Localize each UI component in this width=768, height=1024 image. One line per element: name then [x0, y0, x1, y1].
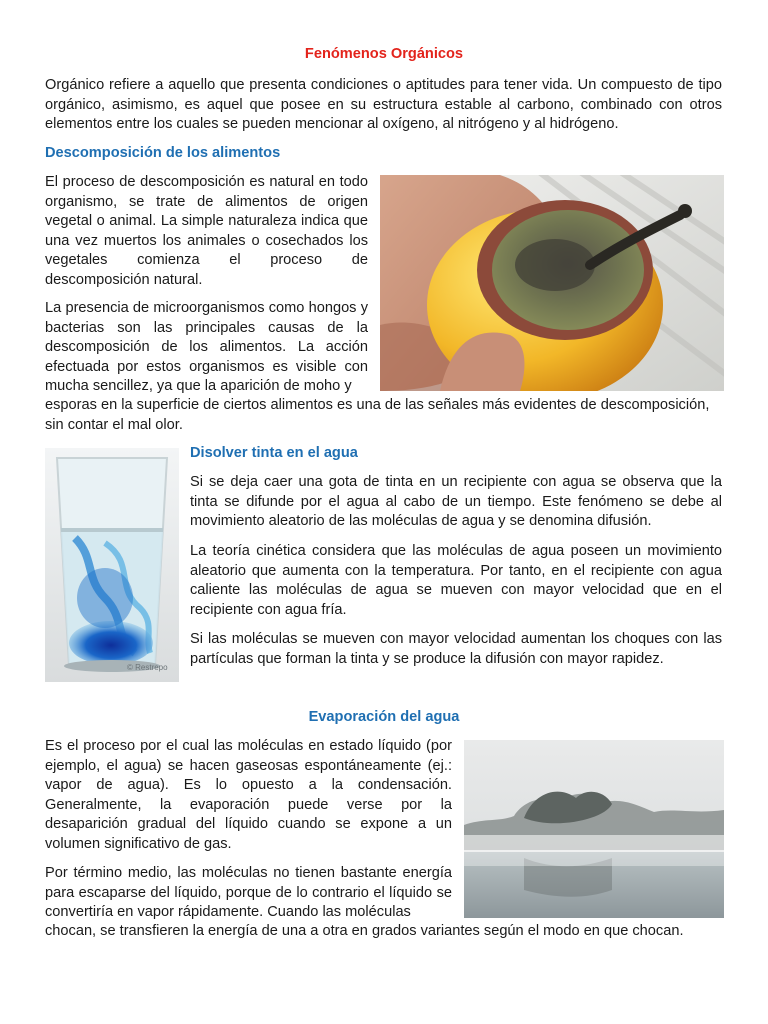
- intro-paragraph: Orgánico refiere a aquello que presenta condiciones o aptitudes para tener vida. Un compuesto de tipo orgánico, asimismo, es aquel que posee en su estructura estable al carbono, combinado con otros elementos entre los cuales se pueden mencionar al oxígeno, al nitrógeno y al hidrógeno.: [45, 77, 722, 132]
- evaporation-heading: Evaporación del agua: [308, 709, 460, 725]
- rotten-fruit-image: [380, 175, 724, 391]
- page-title: Fenómenos Orgánicos: [304, 46, 464, 62]
- ink-paragraph-1: Si se deja caer una gota de tinta en un recipiente con agua se observa que la tinta se difunde por el agua al cabo de un tiempo. Este fenómeno se debe al movimiento aleatorio de las moléculas de agua y se denomina difusión.: [190, 474, 722, 529]
- ink-glass-image: [45, 448, 179, 682]
- evaporation-paragraph-2-continued: chocan, se transfieren la energía de una a otra en grados variantes según el modo en que chocan.: [45, 923, 684, 939]
- evaporation-paragraph-1: Es el proceso por el cual las moléculas en estado líquido (por ejemplo, el agua) se hacen gaseosas espontáneamente (ej.: vapor de agua). Es lo opuesto a la condensación. Generalmente, la evaporación puede verse por la desaparición gradual del líquido cuando se expone a un volumen significativo de gas.: [45, 738, 452, 852]
- image-watermark: © Restrepo: [127, 663, 168, 672]
- decomposition-paragraph-2-wrapped: La presencia de microorganismos como hongos y bacterias son las principales causas de la descomposición de los alimentos. La acción efectuada por estos organismos es visible con mucha sencillez, ya que la aparición de moho y: [45, 300, 368, 394]
- ink-heading: Disolver tinta en el agua: [190, 445, 358, 461]
- decomposition-paragraph-2-continued: esporas en la superficie de ciertos alimentos es una de las señales más evidentes de descomposición, sin contar el mal olor.: [45, 397, 710, 433]
- decomposition-paragraph-1: El proceso de descomposición es natural en todo organismo, se trate de alimentos de origen vegetal o animal. La simple naturaleza indica que una vez muertos los animales o cosechados los vegetales comienza el proceso de descomposición natural.: [45, 174, 368, 288]
- ink-paragraph-3: Si las moléculas se mueven con mayor velocidad aumentan los choques con las partículas que forman la tinta y se produce la difusión con mayor rapidez.: [190, 631, 722, 667]
- ink-paragraph-2: La teoría cinética considera que las moléculas de agua poseen un movimiento aleatorio que aumenta con la temperatura. Por tanto, en el recipiente con agua caliente las moléculas de agua se mueven con mayor velocidad que en el recipiente con agua fría.: [190, 543, 722, 618]
- misty-lake-image: [464, 740, 724, 918]
- decomposition-heading: Descomposición de los alimentos: [45, 145, 281, 161]
- evaporation-paragraph-2-wrapped: Por término medio, las moléculas no tienen bastante energía para escaparse del líquido, porque de lo contrario el líquido se convertiría en vapor rápidamente. Cuando las moléculas: [45, 865, 452, 920]
